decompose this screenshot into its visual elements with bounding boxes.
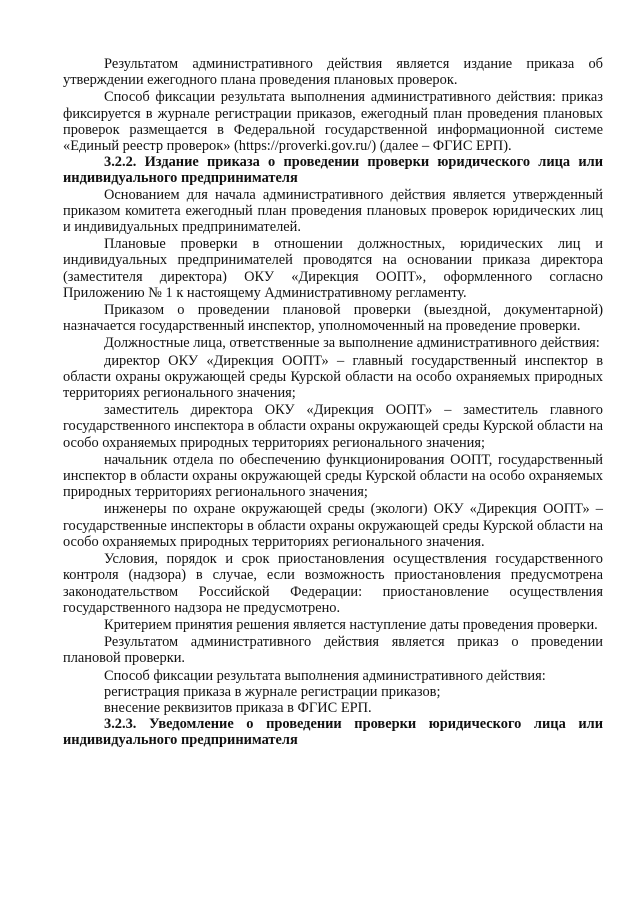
paragraph-suspension-conditions: Условия, порядок и срок приостановления осуществления государственного контроля (надзора) в случае, если возможность приостановления предусмотрена законодательством Российской Федерации: приостановление осуществления государственного надзора не предусмотрено. xyxy=(63,551,603,616)
paragraph-fixation-method-order: Способ фиксации результата выполнения административного действия: xyxy=(104,667,546,684)
paragraph-fixation-method-plan: Способ фиксации результата выполнения административного действия: приказ фиксируется в журнале регистрации приказов, ежегодный план проведения плановых проверок размещается в Федеральной государственной информационной системе «Единый реестр проверок» (https://proverki.gov.ru/) (далее – ФГИС ЕРП). xyxy=(63,89,603,155)
list-item-deputy-director: заместитель директора ОКУ «Дирекция ООПТ» – заместитель главного государственного инспектора в области охраны окружающей среды Курской области на особо охраняемых природных территориях регионального значения; xyxy=(63,402,603,451)
list-item-director: директор ОКУ «Дирекция ООПТ» – главный государственный инспектор в области охраны окружающей среды Курской области на особо охраняемых природных территориях регионального значения; xyxy=(63,352,603,402)
list-item-order-registration: регистрация приказа в журнале регистрации приказов; xyxy=(104,683,441,700)
section-heading-3-2-3: 3.2.3. Уведомление о проведении проверки юридического лица или индивидуального предпринимателя xyxy=(63,716,603,749)
paragraph-grounds: Основанием для начала административного действия является утвержденный приказом комитета ежегодный план проведения плановых проверок юридических лиц и индивидуальных предпринимателей. xyxy=(63,186,603,236)
section-heading-3-2-2: 3.2.2. Издание приказа о проведении проверки юридического лица или индивидуального предпринимателя xyxy=(63,154,603,187)
document-page xyxy=(63,56,603,749)
paragraph-responsible-officials: Должностные лица, ответственные за выполнение административного действия: xyxy=(104,335,600,352)
list-item-department-head: начальник отдела по обеспечению функционирования ООПТ, государственный инспектор в области охраны окружающей среды Курской области на особо охраняемых природных территориях регионального значения; xyxy=(63,451,603,501)
paragraph-decision-criterion: Критерием принятия решения является наступление даты проведения проверки. xyxy=(104,616,598,633)
paragraph-result-plan: Результатом административного действия является издание приказа об утверждении ежегодного плана проведения плановых проверок. xyxy=(63,56,603,89)
paragraph-planned-inspections: Плановые проверки в отношении должностных, юридических лиц и индивидуальных предпринимателей проводятся на основании приказа директора (заместителя директора) ОКУ «Дирекция ООПТ», оформленного согласно Приложению № 1 к настоящему Административному регламенту. xyxy=(63,236,603,301)
paragraph-order-inspector: Приказом о проведении плановой проверки (выездной, документарной) назначается государственный инспектор, уполномоченный на проведение проверки. xyxy=(63,302,603,335)
list-item-ecology-engineers: инженеры по охране окружающей среды (экологи) ОКУ «Дирекция ООПТ» – государственные инспекторы в области охраны окружающей среды Курской области на особо охраняемых природных территориях регионального значения. xyxy=(63,501,603,550)
list-item-erp-entry: внесение реквизитов приказа в ФГИС ЕРП. xyxy=(104,699,372,716)
paragraph-result-order: Результатом административного действия является приказ о проведении плановой проверки. xyxy=(63,634,603,667)
